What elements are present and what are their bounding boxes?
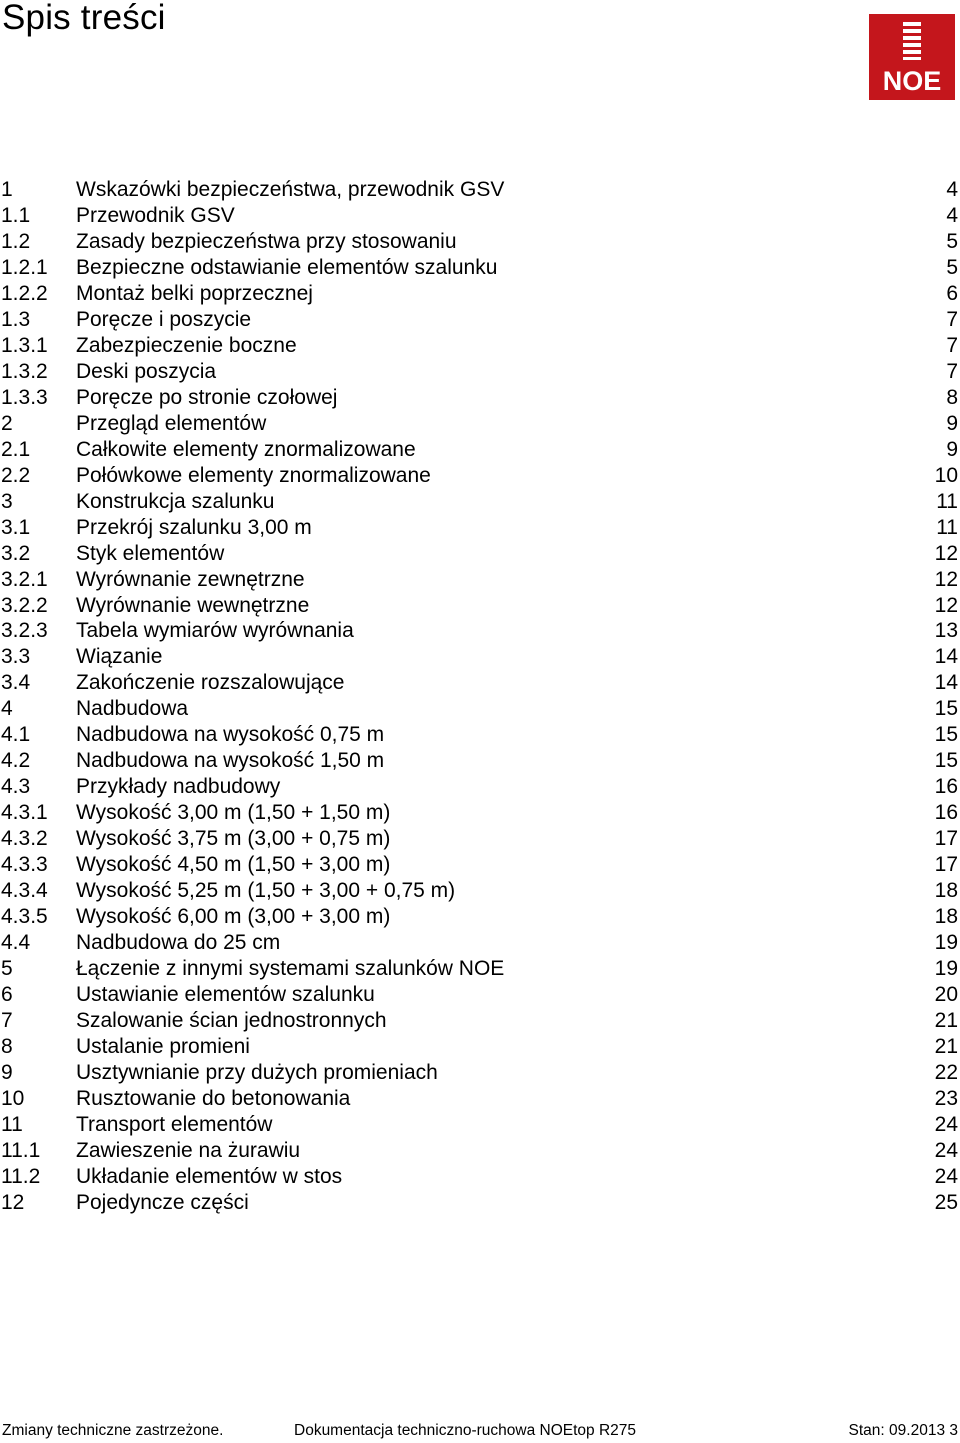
toc-entry-number: 1.1 xyxy=(1,203,31,227)
toc-entry-page: 11 xyxy=(936,489,958,513)
toc-entry-number: 3.1 xyxy=(1,515,31,539)
toc-entry-title: Tabela wymiarów wyrównania xyxy=(76,619,354,643)
footer-notice: Zmiany techniczne zastrzeżone. xyxy=(2,1422,224,1439)
toc-entry-page: 19 xyxy=(934,957,958,981)
toc-entry-page: 12 xyxy=(934,593,958,617)
toc-entry-page: 17 xyxy=(934,853,958,877)
toc-entry-page: 14 xyxy=(934,645,958,669)
toc-entry-title: Zakończenie rozszalowujące xyxy=(76,671,345,695)
toc-entry[interactable] xyxy=(0,255,960,281)
toc-entry-page: 24 xyxy=(934,1112,958,1136)
toc-entry-title: Łączenie z innymi systemami szalunków NOE xyxy=(76,957,505,981)
toc-entry-title: Konstrukcja szalunku xyxy=(76,489,275,513)
toc-entry[interactable] xyxy=(0,904,960,930)
toc-entry-title: Wskazówki bezpieczeństwa, przewodnik GSV xyxy=(76,178,505,201)
toc-entry[interactable] xyxy=(0,411,960,437)
toc-entry[interactable] xyxy=(0,203,960,229)
toc-entry[interactable] xyxy=(0,1086,960,1112)
footer-document-title: Dokumentacja techniczno-ruchowa NOEtop R275 xyxy=(294,1422,637,1439)
toc-entry-number: 1.2 xyxy=(1,229,31,253)
toc-entry-number: 3.3 xyxy=(1,645,31,669)
toc-entry-page: 21 xyxy=(934,1009,958,1032)
toc-entry-title: Przykłady nadbudowy xyxy=(76,775,281,799)
noe-logo xyxy=(869,14,955,100)
toc-entry-title: Deski poszycia xyxy=(76,359,217,383)
toc-entry-page: 19 xyxy=(934,931,958,955)
toc-entry-title: Połówkowe elementy znormalizowane xyxy=(76,463,431,487)
toc-entry-page: 15 xyxy=(934,697,958,721)
toc-entry[interactable] xyxy=(0,1164,960,1190)
toc-entry-number: 3 xyxy=(1,489,13,513)
toc-entry[interactable] xyxy=(0,852,960,878)
toc-entry[interactable] xyxy=(0,359,960,385)
toc-entry[interactable] xyxy=(0,878,960,904)
toc-entry-title: Nadbudowa na wysokość 0,75 m xyxy=(76,723,385,747)
toc-entry-page: 7 xyxy=(946,307,958,331)
toc-entry-page: 15 xyxy=(934,749,958,773)
toc-entry-number: 3.4 xyxy=(1,671,31,695)
toc-entry-page: 11 xyxy=(936,515,958,539)
toc-entry[interactable] xyxy=(0,826,960,852)
toc-entry-page: 23 xyxy=(934,1086,958,1110)
toc-entry-number: 10 xyxy=(1,1086,25,1110)
toc-entry-number: 2.2 xyxy=(1,463,31,487)
toc-entry[interactable] xyxy=(0,982,960,1008)
toc-entry-page: 6 xyxy=(946,281,958,305)
toc-entry-page: 7 xyxy=(946,359,958,383)
toc-entry-title: Styk elementów xyxy=(76,541,225,565)
toc-entry-number: 3.2.2 xyxy=(1,593,48,617)
toc-entry[interactable] xyxy=(0,1138,960,1164)
toc-entry-title: Bezpieczne odstawianie elementów szalunku xyxy=(76,255,498,279)
toc-entry-title: Wysokość 5,25 m (1,50 + 3,00 + 0,75 m) xyxy=(76,879,456,903)
toc-entry-title: Nadbudowa xyxy=(76,697,189,721)
toc-entry-title: Układanie elementów w stos xyxy=(76,1164,343,1188)
toc-entry-page: 18 xyxy=(934,879,958,903)
toc-entry-number: 4.3.1 xyxy=(1,801,48,825)
toc-entry-title: Całkowite elementy znormalizowane xyxy=(76,437,416,461)
toc-entry[interactable] xyxy=(0,593,960,619)
toc-entry-number: 1.3.2 xyxy=(1,359,48,383)
toc-entry-number: 4.1 xyxy=(1,723,31,747)
toc-entry[interactable] xyxy=(0,670,960,696)
toc-entry-title: Wyrównanie zewnętrzne xyxy=(76,567,305,591)
toc-entry-number: 4.3.5 xyxy=(1,905,48,929)
toc-entry-title: Wyrównanie wewnętrzne xyxy=(76,593,310,617)
toc-entry-page: 13 xyxy=(934,619,958,643)
toc-entry-number: 7 xyxy=(1,1009,13,1032)
toc-entry-title: Nadbudowa do 25 cm xyxy=(76,931,281,955)
toc-entry-number: 4.2 xyxy=(1,749,31,773)
logo-text: NOE xyxy=(882,66,942,96)
toc-entry-title: Wiązanie xyxy=(76,645,163,669)
toc-entry-number: 3.2.3 xyxy=(1,619,48,643)
toc-entry-page: 10 xyxy=(934,463,958,487)
toc-entry[interactable] xyxy=(0,1190,960,1216)
toc-entry-number: 3.2 xyxy=(1,541,31,565)
toc-entry[interactable] xyxy=(0,307,960,333)
toc-entry[interactable] xyxy=(0,437,960,463)
toc-entry-title: Poręcze i poszycie xyxy=(76,307,252,331)
toc-entry-number: 11.1 xyxy=(1,1138,41,1162)
toc-entry[interactable] xyxy=(0,463,960,489)
toc-entry[interactable] xyxy=(0,489,960,515)
toc-entry-title: Przewodnik GSV xyxy=(76,203,235,227)
toc-entry-page: 12 xyxy=(934,541,958,565)
toc-entry[interactable] xyxy=(0,1060,960,1086)
toc-entry[interactable] xyxy=(0,229,960,255)
toc-entry-title: Ustawianie elementów szalunku xyxy=(76,983,375,1007)
toc-entry[interactable] xyxy=(0,177,960,203)
toc-entry[interactable] xyxy=(0,800,960,826)
toc-entry-page: 8 xyxy=(946,385,958,409)
toc-entry-page: 4 xyxy=(946,203,958,227)
toc-entry[interactable] xyxy=(0,930,960,956)
toc-entry-page: 24 xyxy=(934,1164,958,1188)
toc-entry-number: 1.2.1 xyxy=(1,255,48,279)
toc-entry[interactable] xyxy=(0,541,960,567)
toc-entry-title: Ustalanie promieni xyxy=(76,1034,250,1058)
toc-entry-title: Wysokość 3,75 m (3,00 + 0,75 m) xyxy=(76,827,391,851)
toc-entry-title: Zabezpieczenie boczne xyxy=(76,333,297,357)
toc-entry-title: Usztywnianie przy dużych promieniach xyxy=(76,1060,438,1084)
toc-entry-number: 2 xyxy=(1,411,13,435)
toc-entry-page: 21 xyxy=(934,1034,958,1058)
toc-entry-page: 14 xyxy=(934,671,958,695)
toc-entry-page: 25 xyxy=(934,1190,958,1214)
toc-entry-page: 18 xyxy=(934,905,958,929)
toc-entry-page: 24 xyxy=(934,1138,958,1162)
toc-entry-title: Poręcze po stronie czołowej xyxy=(76,385,338,409)
toc-entry[interactable] xyxy=(0,515,960,541)
toc-entry-number: 1.3 xyxy=(1,307,31,331)
toc-entry-number: 11.2 xyxy=(1,1164,41,1188)
toc-entry-page: 15 xyxy=(934,723,958,747)
toc-entry-page: 16 xyxy=(934,801,958,825)
toc-entry-page: 12 xyxy=(934,567,958,591)
toc-entry-page: 9 xyxy=(946,437,958,461)
toc-entry[interactable] xyxy=(0,567,960,593)
toc-entry-number: 4.3 xyxy=(1,775,31,799)
toc-entry-number: 4.3.2 xyxy=(1,827,48,851)
toc-entry-page: 7 xyxy=(946,333,958,357)
toc-entry-number: 9 xyxy=(1,1060,13,1084)
toc-entry-number: 11 xyxy=(1,1112,23,1136)
toc-entry-number: 1.2.2 xyxy=(1,281,48,305)
toc-entry-number: 3.2.1 xyxy=(1,567,48,591)
toc-entry[interactable] xyxy=(0,281,960,307)
toc-entry-title: Transport elementów xyxy=(76,1112,273,1136)
toc-entry-page: 22 xyxy=(934,1060,958,1084)
toc-entry-title: Pojedyncze części xyxy=(76,1190,249,1214)
toc-entry-title: Szalowanie ścian jednostronnych xyxy=(76,1009,387,1032)
toc-entry[interactable] xyxy=(0,956,960,982)
page-title: Spis treści xyxy=(2,0,166,37)
toc-entry[interactable] xyxy=(0,696,960,722)
toc-entry-title: Wysokość 4,50 m (1,50 + 3,00 m) xyxy=(76,853,391,877)
toc-entry-number: 4.3.4 xyxy=(1,879,48,903)
toc-entry-title: Rusztowanie do betonowania xyxy=(76,1086,351,1110)
toc-entry[interactable] xyxy=(0,774,960,800)
toc-entry[interactable] xyxy=(0,1008,960,1034)
toc-entry-number: 8 xyxy=(1,1034,13,1058)
toc-entry-title: Wysokość 3,00 m (1,50 + 1,50 m) xyxy=(76,801,391,825)
toc-entry-page: 5 xyxy=(946,229,958,253)
toc-entry-title: Wysokość 6,00 m (3,00 + 3,00 m) xyxy=(76,905,391,929)
toc-entry-title: Przekrój szalunku 3,00 m xyxy=(76,515,312,539)
toc-entry-title: Zasady bezpieczeństwa przy stosowaniu xyxy=(76,229,457,253)
toc-entry-page: 16 xyxy=(934,775,958,799)
toc-entry-number: 1.3.1 xyxy=(1,333,48,357)
toc-entry-number: 1.3.3 xyxy=(1,385,48,409)
table-of-contents xyxy=(0,177,960,1216)
toc-entry-number: 6 xyxy=(1,983,13,1007)
toc-entry-number: 5 xyxy=(1,957,13,981)
toc-entry[interactable] xyxy=(0,722,960,748)
toc-entry[interactable] xyxy=(0,333,960,359)
toc-entry-number: 1 xyxy=(1,178,13,201)
toc-entry-page: 9 xyxy=(946,411,958,435)
toc-entry[interactable] xyxy=(0,748,960,774)
toc-entry[interactable] xyxy=(0,644,960,670)
page-footer xyxy=(0,1420,960,1442)
toc-entry[interactable] xyxy=(0,1034,960,1060)
toc-entry[interactable] xyxy=(0,618,960,644)
toc-entry[interactable] xyxy=(0,385,960,411)
toc-entry-number: 4.3.3 xyxy=(1,853,48,877)
toc-entry-title: Przegląd elementów xyxy=(76,411,267,435)
toc-entry-page: 20 xyxy=(934,983,958,1007)
toc-entry-page: 17 xyxy=(934,827,958,851)
toc-entry-page: 4 xyxy=(946,178,958,201)
toc-entry-number: 4 xyxy=(1,697,13,721)
toc-entry-number: 12 xyxy=(1,1190,25,1214)
toc-entry-title: Zawieszenie na żurawiu xyxy=(76,1138,301,1162)
toc-entry-number: 4.4 xyxy=(1,931,31,955)
toc-entry-title: Nadbudowa na wysokość 1,50 m xyxy=(76,749,385,773)
toc-entry-number: 2.1 xyxy=(1,437,31,461)
toc-entry[interactable] xyxy=(0,1112,960,1138)
footer-status: Stan: 09.2013 3 xyxy=(848,1422,958,1439)
toc-entry-page: 5 xyxy=(946,255,958,279)
toc-entry-title: Montaż belki poprzecznej xyxy=(76,281,313,305)
